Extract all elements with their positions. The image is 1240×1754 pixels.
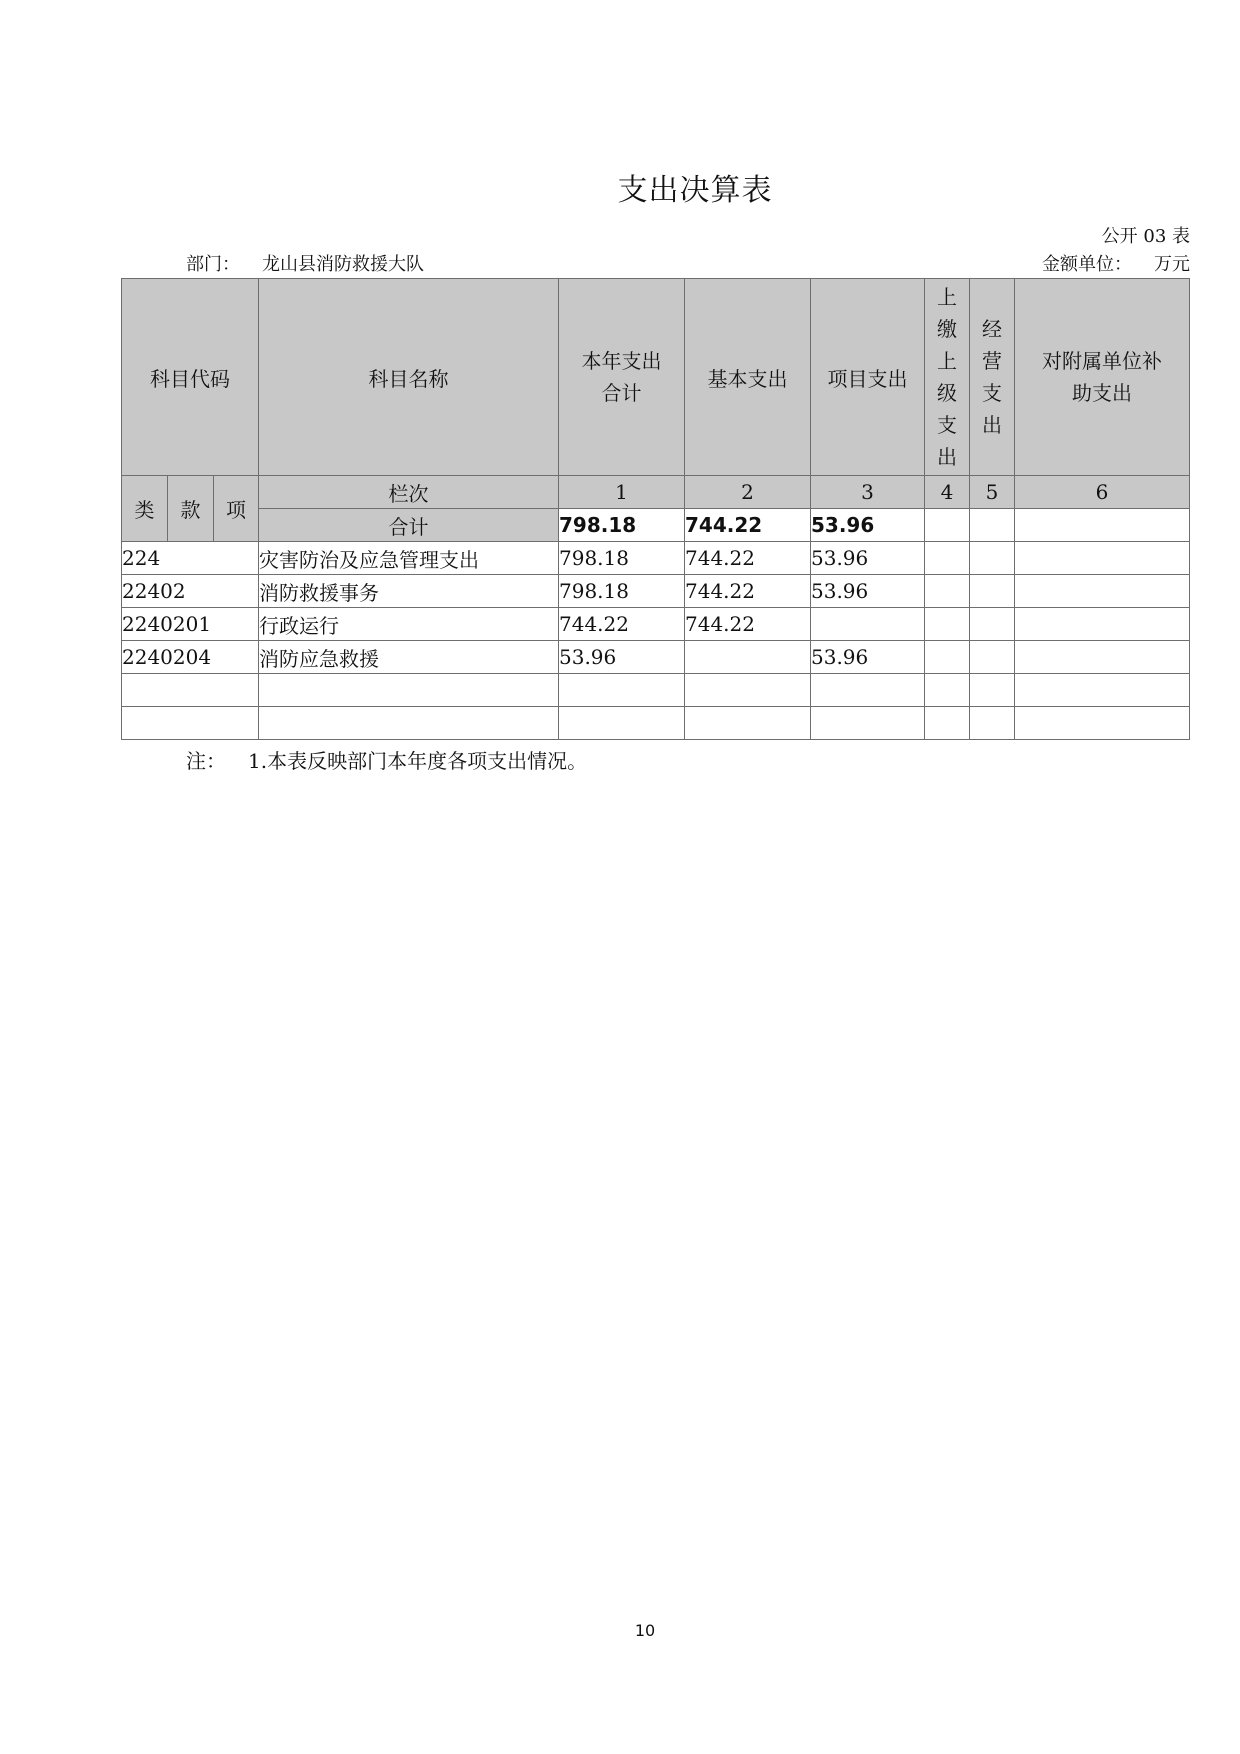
- empty-row: [122, 707, 1190, 740]
- column-number: 3: [811, 476, 925, 509]
- department-label: 部门：: [186, 254, 240, 275]
- header-basic: 基本支出: [685, 279, 811, 476]
- empty-cell: [259, 674, 559, 707]
- empty-cell: [122, 707, 259, 740]
- row-value: [970, 641, 1015, 674]
- empty-row: [122, 674, 1190, 707]
- row-name: 消防救援事务: [259, 575, 559, 608]
- empty-cell: [559, 674, 685, 707]
- row-value: 53.96: [811, 542, 925, 575]
- header-subsidy: 对附属单位补助支出: [1015, 279, 1190, 476]
- page-title: 支出决算表: [617, 173, 773, 208]
- department-value: 龙山县消防救援大队: [262, 254, 424, 275]
- total-cell: 744.22: [685, 509, 811, 542]
- row-code: 2240204: [122, 641, 259, 674]
- row-value: [811, 608, 925, 641]
- empty-cell: [122, 674, 259, 707]
- row-value: [1015, 575, 1190, 608]
- amount-unit-label: 金额单位：: [1042, 254, 1132, 275]
- header-remit: 上缴上级支出: [925, 279, 970, 476]
- row-value: 53.96: [811, 575, 925, 608]
- header-name: 科目名称: [259, 279, 559, 476]
- row-value: 744.22: [685, 542, 811, 575]
- row-name: 行政运行: [259, 608, 559, 641]
- empty-cell: [685, 674, 811, 707]
- table-row: [122, 575, 1190, 608]
- page-number: 10: [634, 1621, 656, 1640]
- header-project: 项目支出: [811, 279, 925, 476]
- empty-cell: [811, 707, 925, 740]
- header-business: 经营支出: [970, 279, 1015, 476]
- row-code: 2240201: [122, 608, 259, 641]
- row-value: 53.96: [559, 641, 685, 674]
- total-cell: 53.96: [811, 509, 925, 542]
- row-code: 224: [122, 542, 259, 575]
- row-value: 744.22: [685, 575, 811, 608]
- total-cell: 798.18: [559, 509, 685, 542]
- row-value: [925, 641, 970, 674]
- empty-cell: [925, 674, 970, 707]
- header-code: 科目代码: [122, 279, 259, 476]
- column-number: 4: [925, 476, 970, 509]
- form-number: 公开 03 表: [1101, 226, 1190, 247]
- expenditure-table: [121, 278, 1190, 740]
- row-value: 798.18: [559, 542, 685, 575]
- row-value: 798.18: [559, 575, 685, 608]
- footnote-text: 1.本表反映部门本年度各项支出情况。: [248, 749, 588, 773]
- column-number: 6: [1015, 476, 1190, 509]
- column-number: 2: [685, 476, 811, 509]
- empty-cell: [1015, 707, 1190, 740]
- empty-cell: [970, 707, 1015, 740]
- empty-cell: [559, 707, 685, 740]
- row-value: [925, 608, 970, 641]
- row-value: 744.22: [685, 608, 811, 641]
- empty-cell: [685, 707, 811, 740]
- row-value: [970, 542, 1015, 575]
- table-row: [122, 542, 1190, 575]
- header-total: 本年支出合计: [559, 279, 685, 476]
- table-row: [122, 641, 1190, 674]
- empty-cell: [259, 707, 559, 740]
- empty-cell: [925, 707, 970, 740]
- header-lei: 类: [122, 476, 168, 542]
- column-number-row: [122, 476, 1190, 509]
- row-value: 53.96: [811, 641, 925, 674]
- row-value: [1015, 542, 1190, 575]
- total-row: [122, 509, 1190, 542]
- department-line: [186, 250, 424, 276]
- footnote-label: 注：: [186, 749, 226, 773]
- header-kuan: 款: [168, 476, 214, 542]
- total-cell: [925, 509, 970, 542]
- total-row-label: 合计: [259, 509, 559, 542]
- row-name: 消防应急救援: [259, 641, 559, 674]
- column-number-label: 栏次: [259, 476, 559, 509]
- row-code: 22402: [122, 575, 259, 608]
- header-xiang: 项: [214, 476, 259, 542]
- column-number: 5: [970, 476, 1015, 509]
- row-name: 灾害防治及应急管理支出: [259, 542, 559, 575]
- row-value: [685, 641, 811, 674]
- row-value: [925, 575, 970, 608]
- total-cell: [1015, 509, 1190, 542]
- footnote: [186, 745, 587, 774]
- table-row: [122, 608, 1190, 641]
- column-number: 1: [559, 476, 685, 509]
- row-value: [1015, 608, 1190, 641]
- amount-unit-line: [1042, 250, 1190, 276]
- amount-unit-value: 万元: [1154, 254, 1190, 275]
- row-value: [970, 608, 1015, 641]
- row-value: [970, 575, 1015, 608]
- total-cell: [970, 509, 1015, 542]
- empty-cell: [1015, 674, 1190, 707]
- row-value: [1015, 641, 1190, 674]
- header-row: [122, 279, 1190, 476]
- empty-cell: [970, 674, 1015, 707]
- empty-cell: [811, 674, 925, 707]
- row-value: [925, 542, 970, 575]
- row-value: 744.22: [559, 608, 685, 641]
